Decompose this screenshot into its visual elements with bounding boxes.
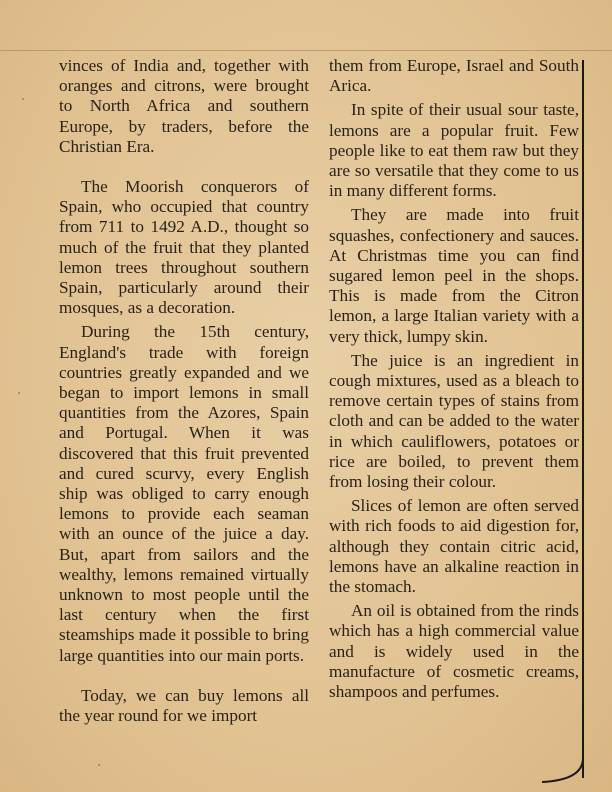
paper-speck <box>22 98 24 100</box>
right-paragraph-4: The juice is an ingredient in cough mixtures, used as a bleach to remove certain types of stains from cloth and can be added to the water in which cauliflowers, potatoes or rice are boiled, to prevent them from losing their colour. <box>329 350 579 492</box>
right-border-line <box>582 60 584 778</box>
top-rule <box>0 50 612 51</box>
left-paragraph-3: During the 15th century, England's trade with foreign countries greatly expanded and we began to import lemons in small quantities from the Azores, Spain and Portugal. When it was discovered that this fruit prevented and cured scurvy, every English ship was obliged to carry enough lemons to provide each seaman with an ounce of the juice a day. But, apart from sailors and the wealthy, lemons remained virtually unknown to most people until the last century when the first steamships made it possible to bring large quantities into our main ports. <box>59 322 309 665</box>
right-column <box>329 56 579 702</box>
paper-speck <box>98 764 100 766</box>
right-paragraph-1: them from Europe, Israel and South Arica. <box>329 56 579 96</box>
left-paragraph-1: vinces of India and, together with oranges and citrons, were brought to North Africa and southern Europe, by traders, before the Christian Era. <box>59 56 309 156</box>
right-paragraph-6: An oil is obtained from the rinds which has a high commercial value and is widely used in the manufacture of cosmetic creams, shampoos and perfumes. <box>329 601 579 702</box>
right-paragraph-3: They are made into fruit squashes, confectionery and sauces. At Christmas time you can find sugared lemon peel in the shops. This is made from the Citron lemon, a large Italian variety with a very thick, lumpy skin. <box>329 205 579 346</box>
right-paragraph-5: Slices of lemon are often served with rich foods to aid digestion for, although they contain citric acid, lemons have an alkaline reaction in the stomach. <box>329 496 579 597</box>
left-paragraph-4: Today, we can buy lemons all the year round for we import <box>59 685 309 726</box>
paper-speck <box>18 392 20 394</box>
left-column <box>59 56 309 726</box>
corner-curl-line <box>540 740 588 784</box>
left-paragraph-2: The Moorish conquerors of Spain, who occupied that country from 711 to 1492 A.D., thought so much of the fruit that they planted lemon trees throughout southern Spain, particularly around their mosques, as a decoration. <box>59 177 309 318</box>
right-paragraph-2: In spite of their usual sour taste, lemons are a popular fruit. Few people like to eat them raw but they are so versatile that they come to us in many different forms. <box>329 100 579 201</box>
